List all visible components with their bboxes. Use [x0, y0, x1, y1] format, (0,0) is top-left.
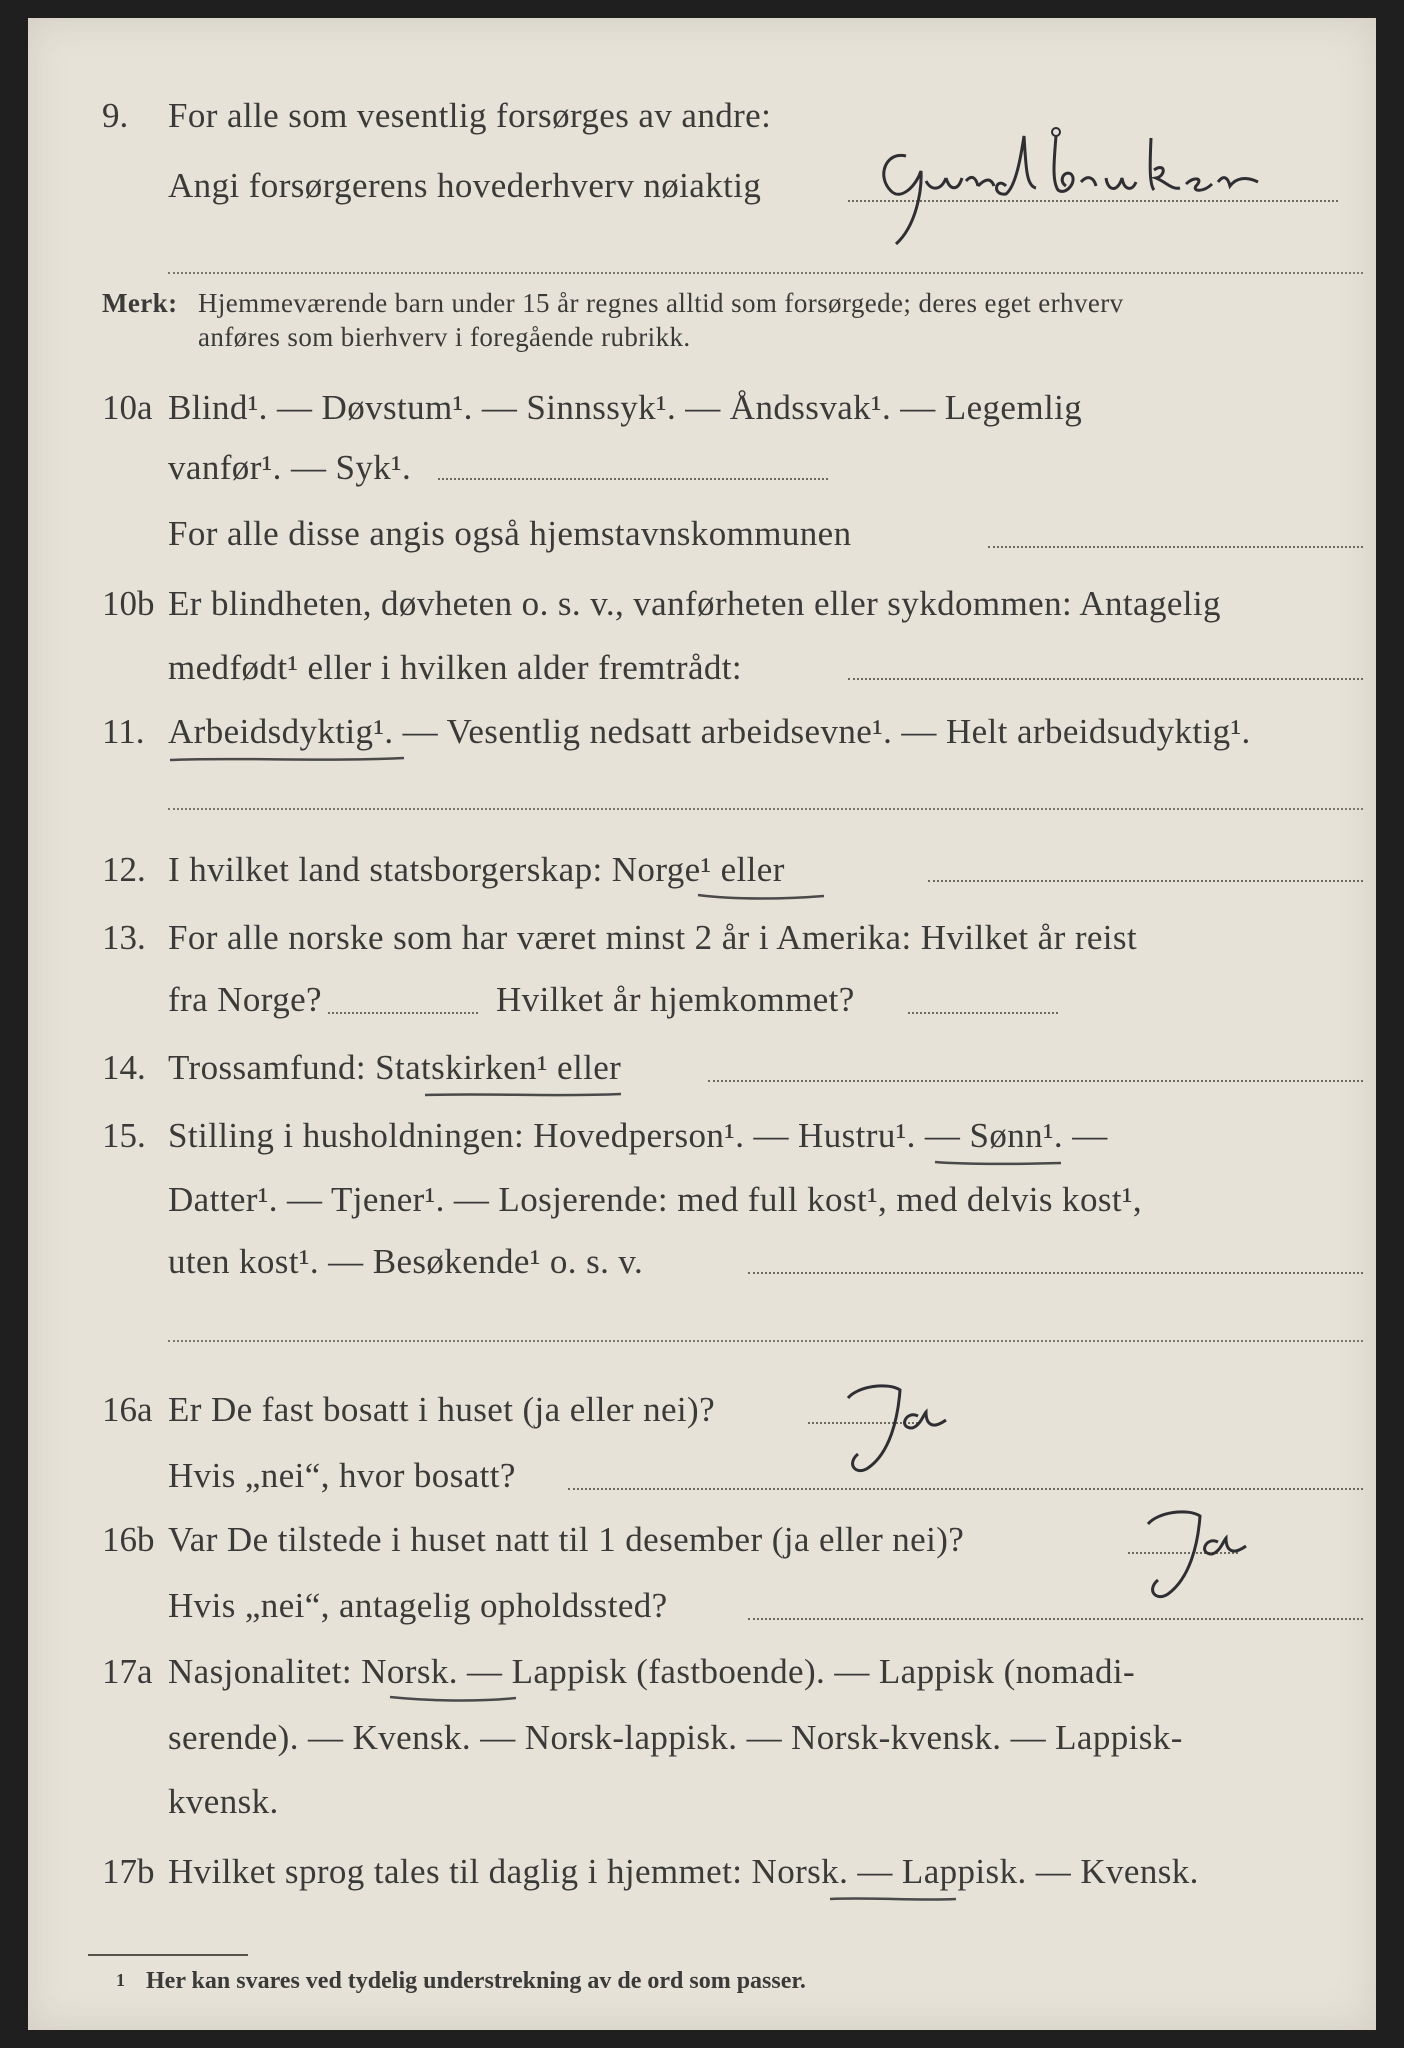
q11-rule — [168, 808, 1363, 810]
q12-line1: I hvilket land statsborgerskap: Norge¹ eller — [168, 850, 785, 889]
q15-line1: Stilling i husholdningen: Hovedperson¹. — Hustru¹. — Sønn¹. — — [168, 1116, 1108, 1155]
q12-other-country-line — [928, 880, 1363, 882]
q10a-number: 10a — [102, 388, 153, 427]
q11-line1: Arbeidsdyktig¹. — Vesentlig nedsatt arbeidsevne¹. — Helt arbeidsudyktig¹. — [168, 712, 1251, 751]
q9-rule — [168, 272, 1363, 274]
footnote-mark: 1 — [116, 1970, 125, 1990]
q9-handwritten-answer — [866, 126, 1336, 261]
q12-number: 12. — [102, 850, 146, 889]
q15-rule — [168, 1340, 1363, 1342]
q14-other-faith-line — [708, 1080, 1363, 1082]
q16a-line2: Hvis „nei“, hvor bosatt? — [168, 1456, 516, 1495]
q11-underline-arbeidsdyktig — [168, 754, 408, 764]
q10b-line2: medfødt¹ eller i hvilken alder fremtrådt: — [168, 648, 743, 687]
q9-number: 9. — [102, 96, 129, 135]
q10b-line1: Er blindheten, døvheten o. s. v., vanførheten eller sykdommen: Antagelig — [168, 584, 1221, 623]
q10a-line1: Blind¹. — Døvstum¹. — Sinnssyk¹. — Åndssvak¹. — Legemlig — [168, 388, 1083, 427]
q15-line3: uten kost¹. — Besøkende¹ o. s. v. — [168, 1242, 644, 1281]
q16b-handwritten-answer — [1118, 1496, 1268, 1621]
q16a-number: 16a — [102, 1390, 153, 1429]
q9-line1: For alle som vesentlig forsørges av andre: — [168, 96, 772, 135]
q10a-sick-line — [438, 478, 828, 480]
q14-underline-statskirken — [423, 1090, 623, 1100]
q16a-line1: Er De fast bosatt i huset (ja eller nei)? — [168, 1390, 716, 1429]
q13-year-left-line — [328, 1012, 478, 1014]
q10a-line2: vanfør¹. — Syk¹. — [168, 448, 412, 487]
q11-number: 11. — [102, 712, 145, 751]
q17b-number: 17b — [102, 1852, 155, 1891]
q16b-whereabouts-line — [748, 1618, 1363, 1620]
q17a-line3: kvensk. — [168, 1782, 279, 1821]
q14-line1: Trossamfund: Statskirken¹ eller — [168, 1048, 622, 1087]
q16b-number: 16b — [102, 1520, 155, 1559]
merk-label: Merk: — [102, 288, 178, 318]
q17a-underline-norsk — [388, 1694, 518, 1704]
q13-line2b: Hvilket år hjemkommet? — [496, 980, 855, 1019]
q15-other-line — [748, 1272, 1363, 1274]
q9-line2: Angi forsørgerens hovederhverv nøiaktig — [168, 166, 762, 205]
q17b-line1: Hvilket sprog tales til daglig i hjemmet: Norsk. — Lappisk. — Kvensk. — [168, 1852, 1199, 1891]
q16b-line1: Var De tilstede i huset natt til 1 desember (ja eller nei)? — [168, 1520, 965, 1559]
q12-underline-norge — [696, 892, 826, 902]
q10a-line3: For alle disse angis også hjemstavnskommunen — [168, 514, 852, 553]
q10b-age-line — [848, 678, 1363, 680]
q14-number: 14. — [102, 1048, 146, 1087]
q13-year-returned-line — [908, 1012, 1058, 1014]
q15-underline-hustru — [933, 1158, 1063, 1168]
q10b-number: 10b — [102, 584, 155, 623]
q13-number: 13. — [102, 918, 146, 957]
census-form-page — [28, 18, 1376, 2030]
q13-line2a: fra Norge? — [168, 980, 322, 1019]
q10a-home-municipality-line — [988, 546, 1363, 548]
q17b-underline-norsk — [828, 1894, 958, 1904]
footnote-rule — [88, 1954, 248, 1956]
q17a-line2: serende). — Kvensk. — Norsk-lappisk. — Norsk-kvensk. — Lappisk- — [168, 1718, 1183, 1757]
q15-line2: Datter¹. — Tjener¹. — Losjerende: med full kost¹, med delvis kost¹, — [168, 1180, 1143, 1219]
q15-number: 15. — [102, 1116, 146, 1155]
q17a-number: 17a — [102, 1652, 153, 1691]
q16b-line2: Hvis „nei“, antagelig opholdssted? — [168, 1586, 668, 1625]
merk-line1: Hjemmeværende barn under 15 år regnes alltid som forsørgede; deres eget erhverv — [198, 288, 1124, 318]
q13-line1: For alle norske som har været minst 2 år i Amerika: Hvilket år reist — [168, 918, 1138, 957]
footnote-text: Her kan svares ved tydelig understrekning av de ord som passer. — [146, 1968, 806, 1994]
q16a-residence-line — [568, 1488, 1363, 1490]
merk-line2: anføres som bierhverv i foregående rubrikk. — [198, 322, 691, 352]
q16a-handwritten-answer — [828, 1368, 978, 1493]
q17a-line1: Nasjonalitet: Norsk. — Lappisk (fastboende). — Lappisk (nomadi- — [168, 1652, 1136, 1691]
